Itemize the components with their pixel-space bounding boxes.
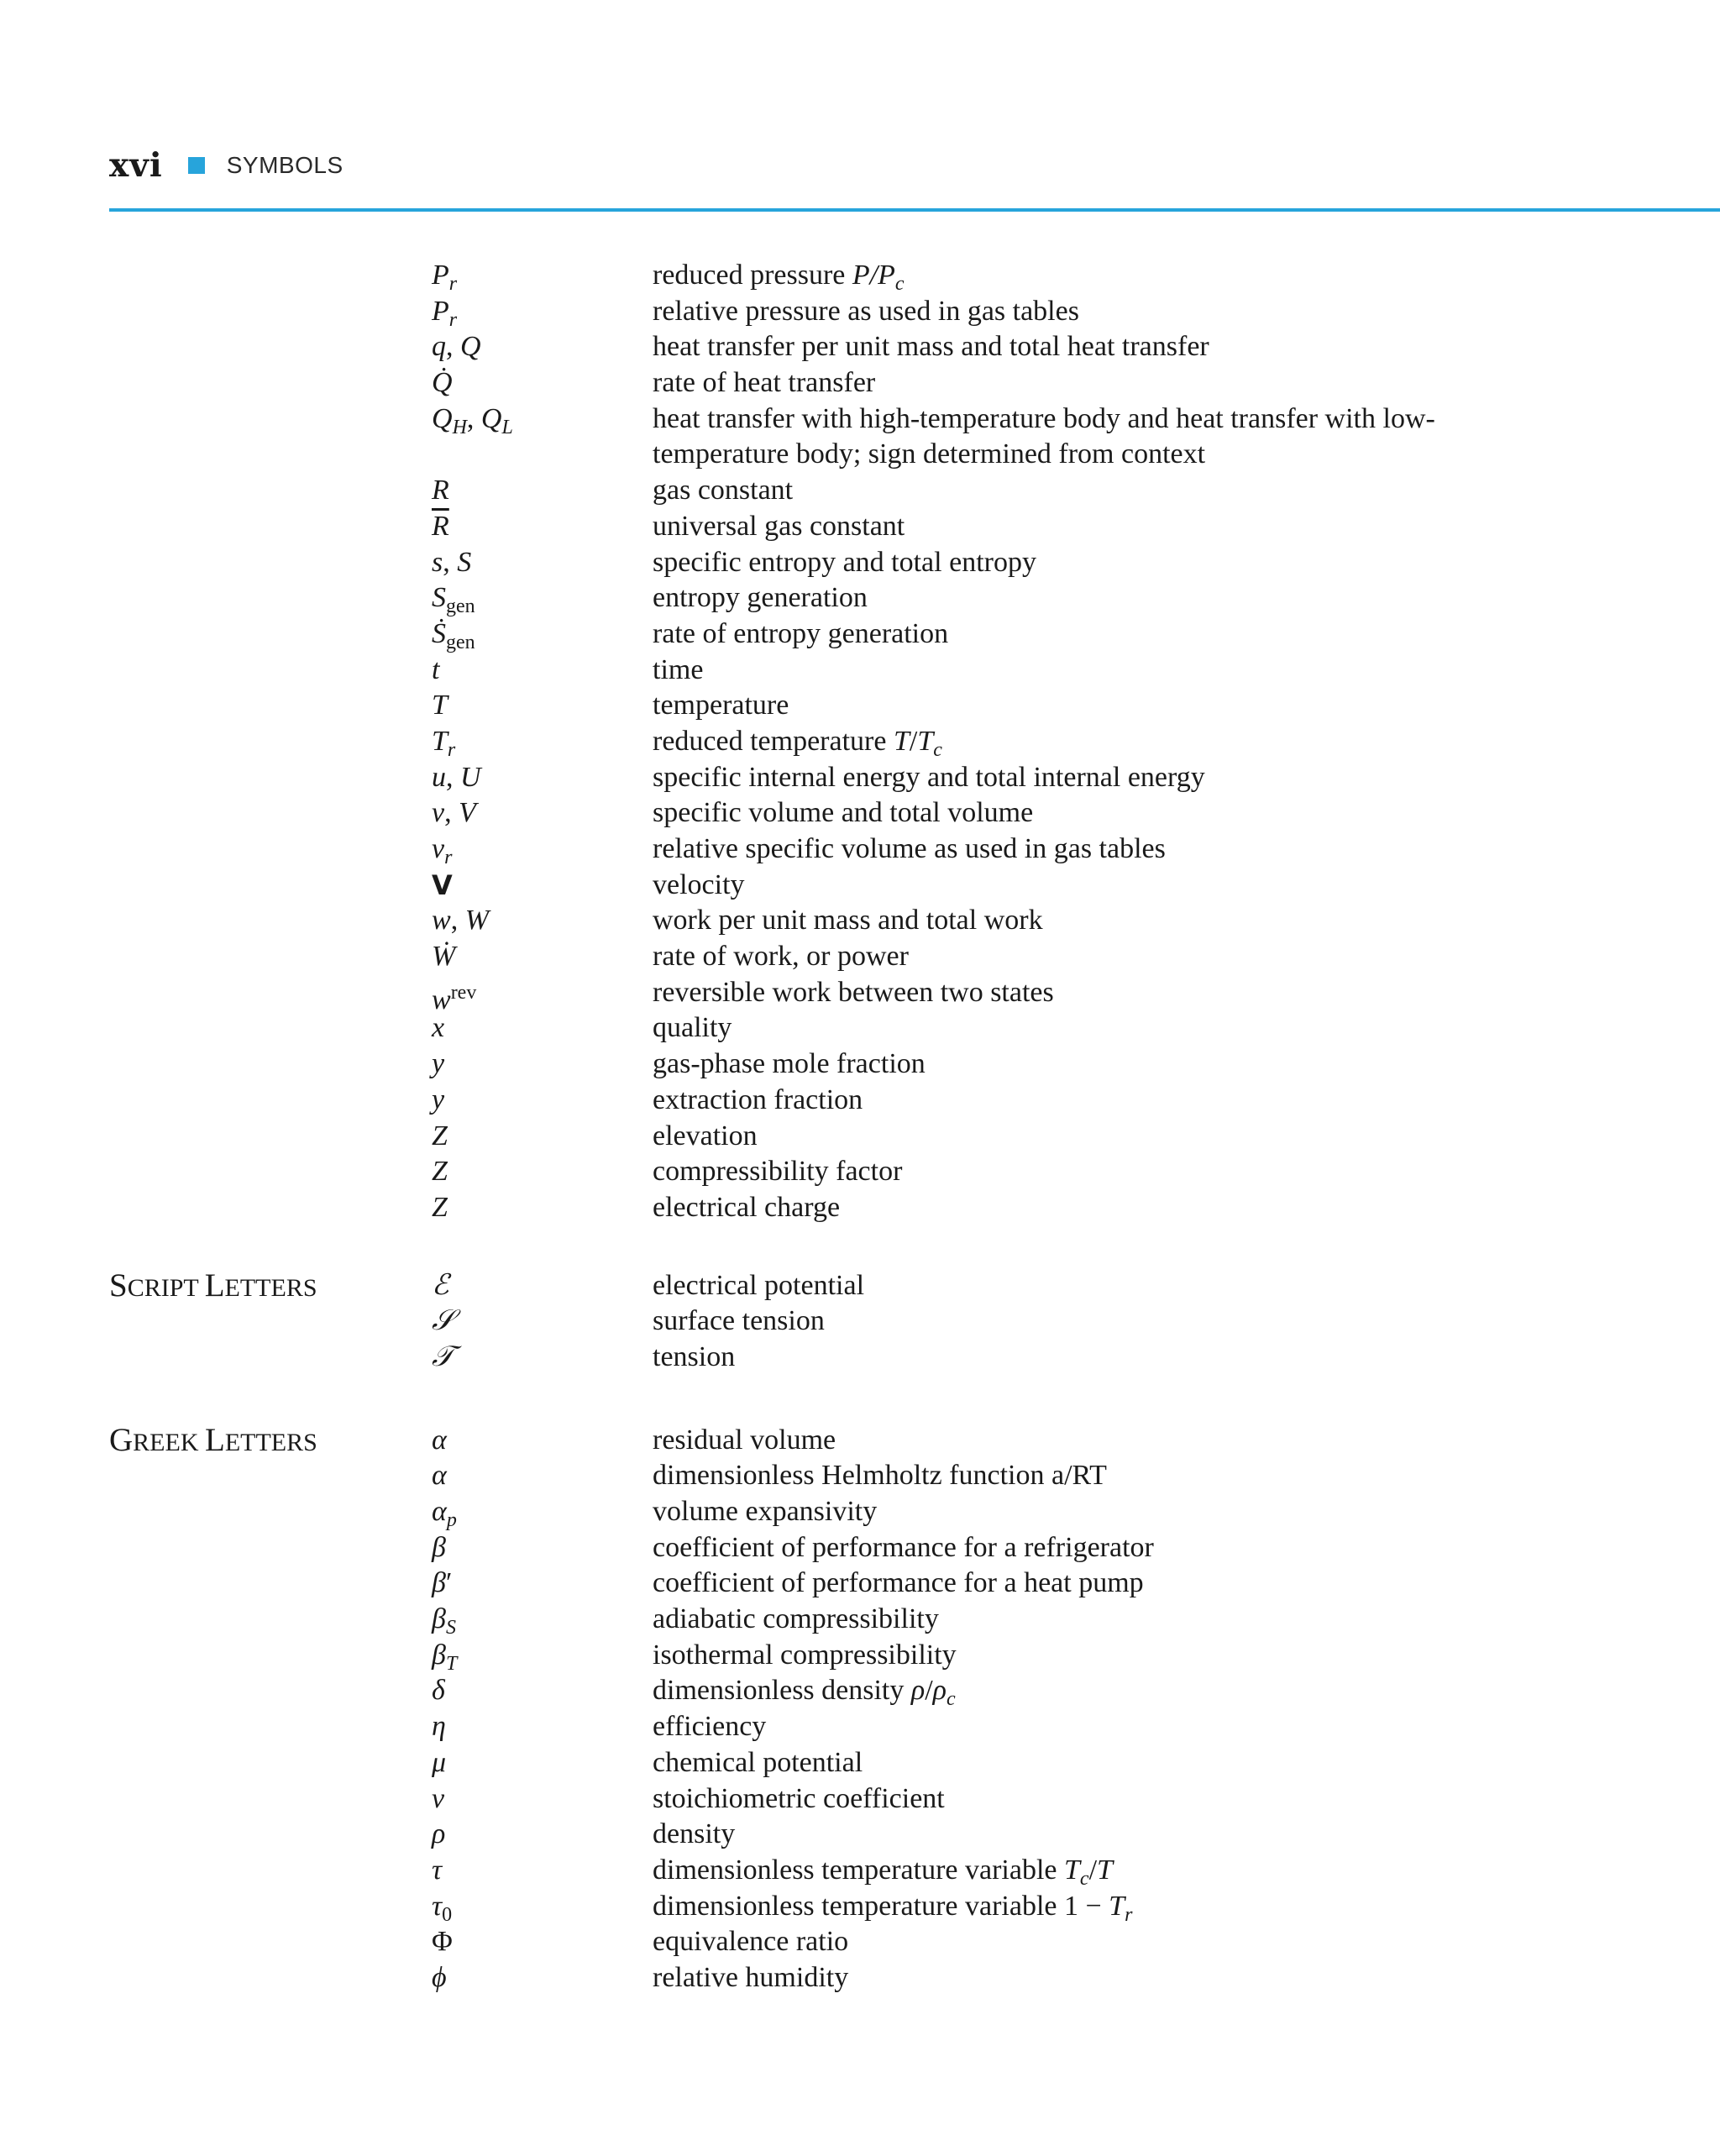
symbol-description: compressibility factor [653,1156,903,1188]
symbol-row [0,795,1720,831]
symbol: 𝒮 [432,1305,454,1337]
page-number: xvi [109,146,163,185]
symbol: η [432,1711,446,1743]
symbol: Φ [432,1926,453,1958]
symbol-description: work per unit mass and total work [653,905,1043,936]
section-bullet-icon [188,157,205,174]
symbol-row [0,688,1720,724]
symbol: x [432,1012,445,1044]
symbol-description: specific volume and total volume [653,797,1034,829]
symbol-description: coefficient of performance for a refrigerator [653,1531,1154,1563]
symbol-description: specific internal energy and total internal energy [653,761,1205,793]
symbol-row [0,545,1720,581]
symbol: β [432,1531,446,1563]
symbol-row [0,1083,1720,1119]
symbol-row [0,1817,1720,1853]
symbol: 𝒯 [432,1340,454,1372]
symbol: δ [432,1675,445,1707]
symbol-row [0,724,1720,760]
symbol-description: dimensionless density $\rho/\rho_c$ [653,1675,956,1711]
symbol-description: rate of heat transfer [653,367,876,399]
symbol-description: residual volume [653,1424,836,1456]
symbol-row [0,1709,1720,1745]
symbol: Z [432,1191,448,1223]
symbol-row [0,616,1720,653]
symbol-row [0,473,1720,509]
symbol-row [0,831,1720,868]
symbol-row [0,258,1720,294]
symbol-description: dimensionless temperature variable $T_c/T$ [653,1854,1113,1890]
symbol-row [0,1960,1720,1996]
symbol-description: heat transfer with high-temperature body and heat transfer with low-temperature body; sign determined from context [653,402,1435,470]
symbol: T [432,690,448,721]
symbol-row [0,1494,1720,1530]
symbol: $Q_H$, $Q_L$ [432,402,513,438]
symbol-description: temperature [653,690,789,721]
symbol-description: time [653,653,704,685]
symbol-description: efficiency [653,1711,767,1743]
symbol-description: density [653,1818,736,1850]
symbol: w, W [432,905,490,936]
symbol-row [0,1304,1720,1340]
symbol-row [0,1530,1720,1566]
symbol-row [0,1154,1720,1190]
symbol: $P_r$ [432,295,458,331]
symbol-row [0,975,1720,1015]
symbol-description: relative pressure as used in gas tables [653,295,1079,327]
symbol: $w^{rev}$ [432,981,477,1015]
symbol-description: electrical charge [653,1191,841,1223]
symbol-row [0,1638,1720,1674]
symbol-row [0,939,1720,975]
symbol: Q̇ [432,367,453,399]
group-label-greek-letters: GREEK LETTERS [109,1422,317,1458]
symbol-row [0,1119,1720,1155]
symbol-description: dimensionless Helmholtz function a/RT [653,1460,1107,1492]
symbol-row [0,365,1720,401]
symbol-row [0,1673,1720,1709]
symbol: β′ [432,1567,453,1599]
symbol-row [0,1853,1720,1889]
symbol-description: gas constant [653,475,794,506]
symbol-description: stoichiometric coefficient [653,1782,945,1814]
symbol-description: equivalence ratio [653,1926,849,1958]
symbol: t [432,653,440,685]
symbol-row [0,1889,1720,1925]
symbol-description: isothermal compressibility [653,1639,957,1671]
symbol-description: electrical potential [653,1269,865,1301]
symbol-row [0,1047,1720,1083]
symbol: s, S [432,546,472,578]
symbol: ℰ [432,1269,449,1301]
symbol-description: chemical potential [653,1746,863,1778]
symbol: ρ [432,1818,446,1850]
symbol-description: relative specific volume as used in gas tables [653,833,1166,865]
symbol: Z [432,1156,448,1188]
symbol-row [0,509,1720,545]
symbol: ν [432,1782,445,1814]
symbol-description: reduced temperature $T/T_c$ [653,725,942,761]
symbol-description: surface tension [653,1305,825,1337]
symbol: α [432,1460,447,1492]
group-label-script-letters: SCRIPT LETTERS [109,1267,317,1304]
symbol-description: reduced pressure $P/P_c$ [653,260,905,295]
symbol: ϕ [432,1961,447,1993]
symbol: $\beta_S$ [432,1603,456,1639]
symbol-row [0,868,1720,904]
symbol-description: relative humidity [653,1961,849,1993]
header-rule [109,208,1720,212]
symbol-row [0,1268,1720,1304]
symbol-description: reversible work between two states [653,976,1054,1008]
symbol: $\alpha_p$ [432,1496,457,1532]
symbol: q, Q [432,331,481,363]
page-header [109,144,343,186]
symbol: R [432,475,449,506]
symbol-description: rate of work, or power [653,941,909,973]
symbol-description: heat transfer per unit mass and total heat transfer [653,331,1209,363]
symbol-description: adiabatic compressibility [653,1603,939,1635]
symbol-row [0,294,1720,330]
symbol: α [432,1424,447,1456]
symbol-row [0,1190,1720,1226]
section-title: SYMBOLS [226,152,343,178]
symbol-row [0,1566,1720,1602]
symbol-description: rate of entropy generation [653,617,949,649]
symbol-description: volume expansivity [653,1496,878,1528]
symbol: Z [432,1120,448,1151]
symbol-description: universal gas constant [653,510,905,542]
symbol: y [432,1083,445,1115]
symbol-description: coefficient of performance for a heat pump [653,1567,1144,1599]
symbol: τ [432,1854,443,1886]
symbol-description: gas-phase mole fraction [653,1048,926,1080]
symbol-list [0,258,1720,1996]
symbol: $S_{gen}$ [432,582,475,618]
symbol: $T_r$ [432,725,456,761]
symbol-row [0,1745,1720,1781]
symbol-row [0,1423,1720,1459]
symbol: $\overline{R}$ [432,510,449,542]
symbol-row [0,580,1720,616]
symbol-row [0,1602,1720,1638]
group-spacer [0,1376,1720,1423]
symbol: $\beta_T$ [432,1639,458,1675]
symbol-description: velocity [653,868,745,900]
symbol: Ẇ [432,941,456,973]
symbol: $v_r$ [432,833,453,869]
symbol-row [0,1924,1720,1960]
symbol-row [0,329,1720,365]
symbol-row [0,760,1720,796]
symbol-description: entropy generation [653,582,868,614]
symbol-description: extraction fraction [653,1083,863,1115]
symbol-description: elevation [653,1120,758,1151]
symbol-row [0,1340,1720,1376]
group-spacer [0,1226,1720,1268]
symbol: u, U [432,761,481,793]
symbol-description: specific entropy and total entropy [653,546,1036,578]
symbol: y [432,1048,445,1080]
symbol-row [0,1781,1720,1818]
symbol: $P_r$ [432,260,458,295]
symbol-description: tension [653,1340,736,1372]
symbol-description: dimensionless temperature variable $1 - T_r$ [653,1890,1133,1926]
symbol: Ṡ$_{gen}$ [432,617,475,653]
symbol: $\tau_0$ [432,1890,453,1926]
symbol: v, V [432,797,476,829]
symbol-row [0,401,1720,473]
symbol-row [0,653,1720,689]
symbol: μ [432,1746,447,1778]
symbol-description: quality [653,1012,732,1044]
symbol-row [0,1010,1720,1047]
symbol: V [432,868,453,901]
symbol-row [0,1458,1720,1494]
symbol-row [0,903,1720,939]
